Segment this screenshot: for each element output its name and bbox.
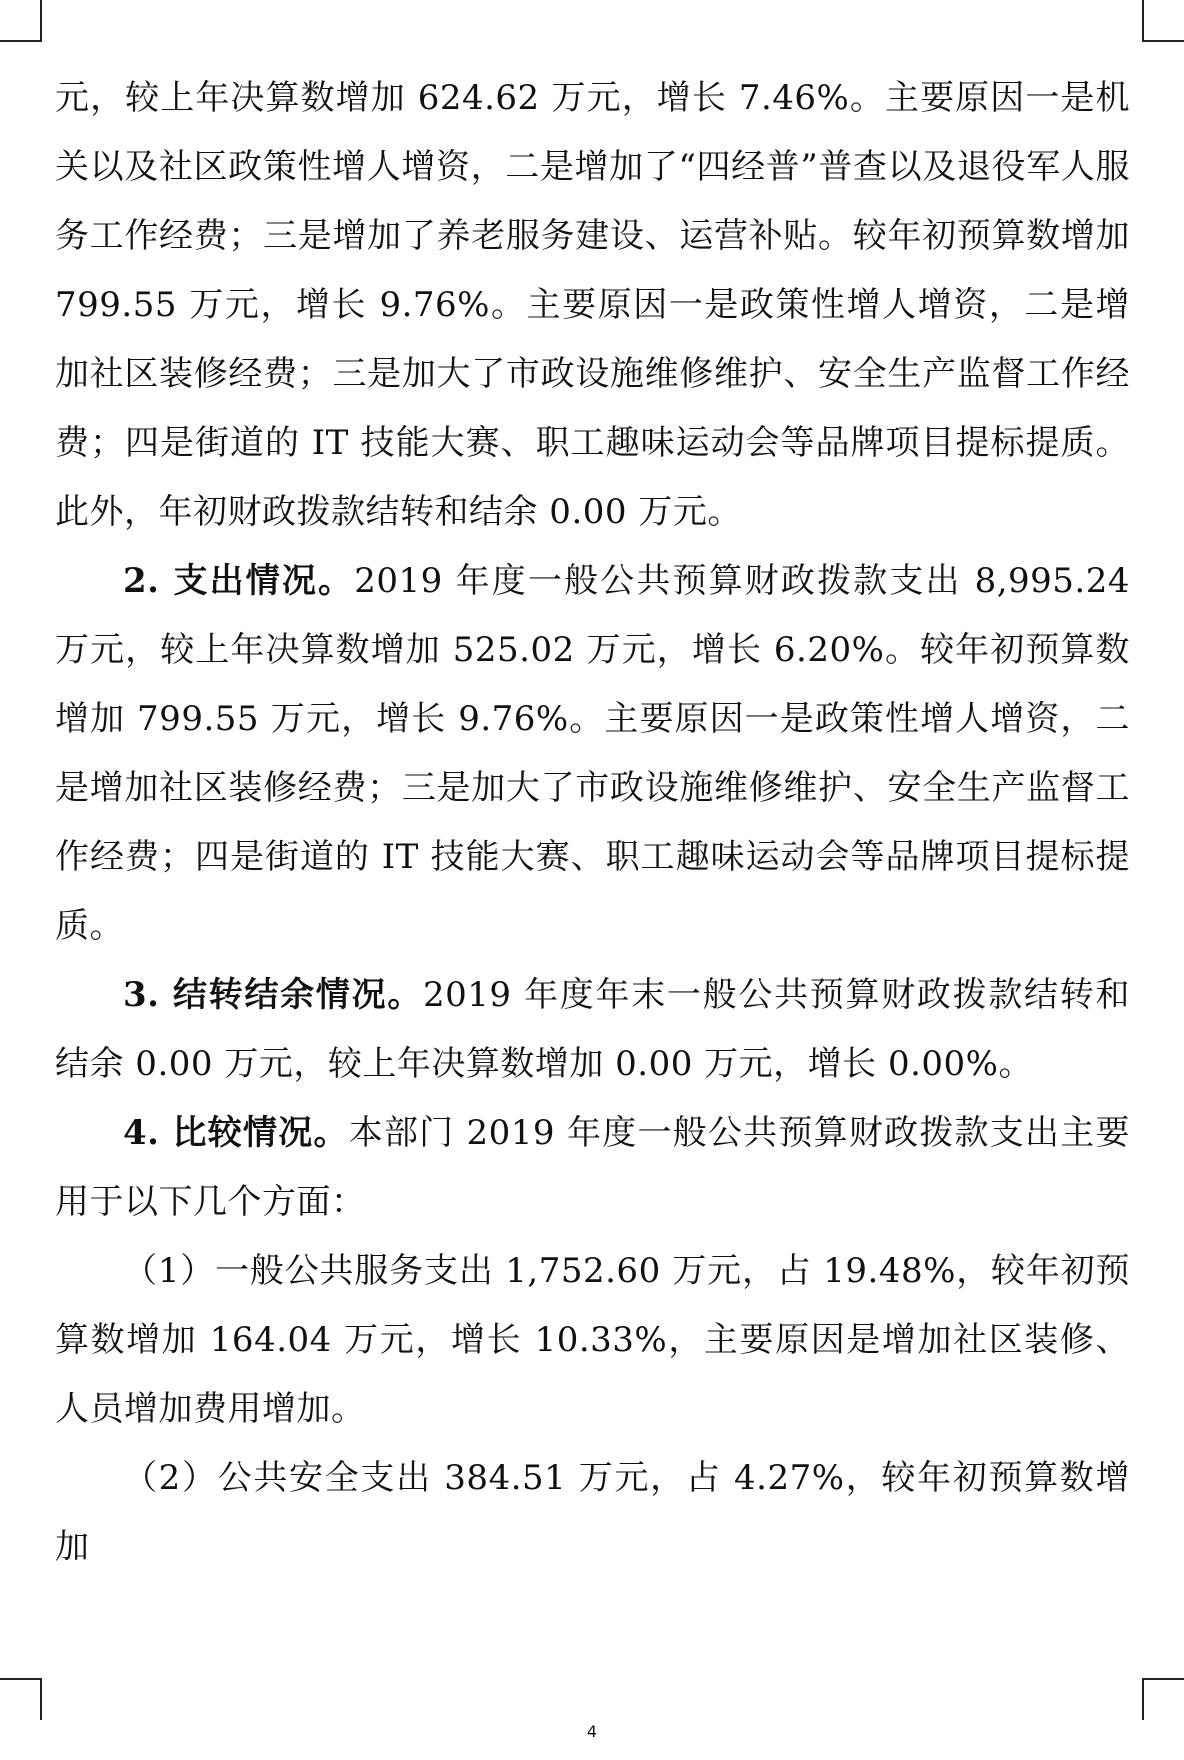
document-body bbox=[55, 64, 1130, 1582]
list-item-public-safety bbox=[55, 1444, 1130, 1582]
paragraph-text: （1）一般公共服务支出 1,752.60 万元，占 19.48%，较年初预算数增加 164.04 万元，增长 10.33%，主要原因是增加社区装修、人员增加费用增加。 bbox=[55, 1251, 1130, 1429]
paragraph-text: 本部门 2019 年度一般公共预算财政拨款支出主要用于以下几个方面： bbox=[55, 1113, 1130, 1222]
paragraph-expenditure bbox=[55, 547, 1130, 961]
paragraph-continuation-revenue bbox=[55, 64, 1130, 547]
crop-mark-bottom-left bbox=[0, 1678, 42, 1720]
list-item-general-public-services bbox=[55, 1237, 1130, 1444]
crop-mark-top-right bbox=[1142, 0, 1184, 42]
paragraph-text: 元，较上年决算数增加 624.62 万元，增长 7.46%。主要原因一是机关以及社区政策性增人增资，二是增加了“四经普”普查以及退役军人服务工作经费；三是增加了养老服务建设、运营补贴。较年初预算数增加 799.55 万元，增长 9.76%。主要原因一是政策性增人增资，二是增加社区装修经费；三是加大了市政设施维修维护、安全生产监督工作经费；四是街道的 IT 技能大赛、职工趣味运动会等品牌项目提标提质。此外，年初财政拨款结转和结余 0.00 万元。 bbox=[55, 78, 1130, 532]
paragraph-text: （2）公共安全支出 384.51 万元，占 4.27%，较年初预算数增加 bbox=[55, 1458, 1130, 1567]
section-heading-carryover: 3. 结转结余情况。 bbox=[123, 975, 424, 1015]
paragraph-carryover bbox=[55, 961, 1130, 1099]
crop-mark-top-left bbox=[0, 0, 42, 42]
paragraph-text: 2019 年度年末一般公共预算财政拨款结转和结余 0.00 万元，较上年决算数增加 0.00 万元，增长 0.00%。 bbox=[55, 975, 1130, 1084]
page-number: 4 bbox=[586, 1722, 598, 1741]
section-heading-comparison: 4. 比较情况。 bbox=[123, 1113, 349, 1153]
paragraph-comparison bbox=[55, 1099, 1130, 1237]
section-heading-expenditure: 2. 支出情况。 bbox=[123, 561, 355, 601]
paragraph-text: 2019 年度一般公共预算财政拨款支出 8,995.24 万元，较上年决算数增加 525.02 万元，增长 6.20%。较年初预算数增加 799.55 万元，增长 9.76%。主要原因一是政策性增人增资，二是增加社区装修经费；三是加大了市政设施维修维护、安全生产监督工作经费；四是街道的 IT 技能大赛、职工趣味运动会等品牌项目提标提质。 bbox=[55, 561, 1130, 946]
crop-mark-bottom-right bbox=[1142, 1678, 1184, 1720]
